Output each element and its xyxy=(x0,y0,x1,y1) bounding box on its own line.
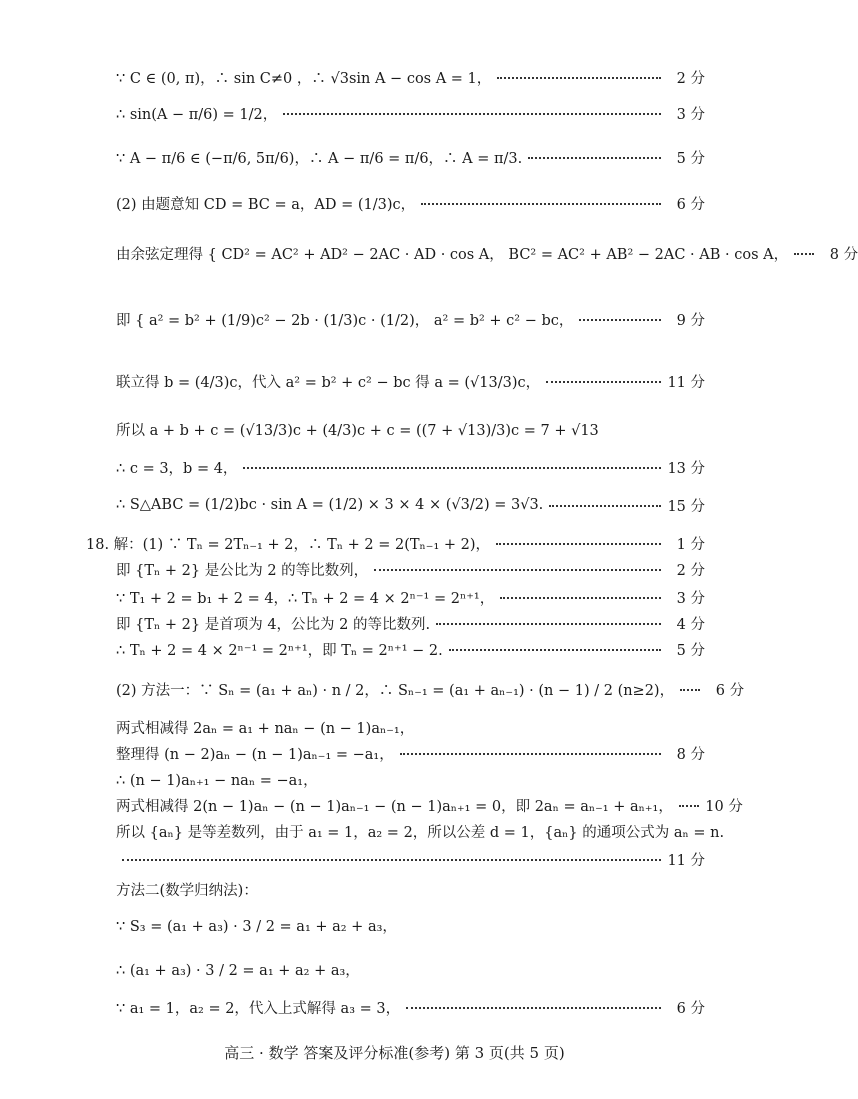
line-22 xyxy=(116,846,705,872)
line-16 xyxy=(116,672,745,706)
dotted-leader xyxy=(679,805,699,807)
dotted-leader xyxy=(283,113,661,115)
line-score: 6 分 xyxy=(676,196,705,213)
dotted-leader xyxy=(436,623,661,625)
line-text: (2) 由题意知 CD = BC = a，AD = (1/3)c， xyxy=(116,196,416,213)
line-text: ∴ S△ABC = (1/2)bc · sin A = (1/2) × 3 × 4 × (√3/2) = 3√3. xyxy=(116,497,544,513)
line-text: ∵ S₃ = (a₁ + a₃) · 3 / 2 = a₁ + a₂ + a₃， xyxy=(116,918,397,935)
line-text: 方法二(数学归纳法)： xyxy=(116,882,258,899)
dotted-leader xyxy=(400,753,661,755)
line-text: 两式相减得 2aₙ = a₁ + naₙ − (n − 1)aₙ₋₁， xyxy=(116,720,415,737)
line-24 xyxy=(116,908,705,942)
line-score: 6 分 xyxy=(676,1000,705,1017)
dotted-leader xyxy=(449,649,661,651)
line-score: 5 分 xyxy=(676,642,705,659)
line-score: 11 分 xyxy=(667,852,705,869)
line-1 xyxy=(116,60,705,94)
dotted-leader xyxy=(497,77,661,79)
line-score: 10 分 xyxy=(705,798,743,815)
dotted-leader xyxy=(243,467,661,469)
line-score: 1 分 xyxy=(676,536,705,553)
line-7 xyxy=(116,364,705,398)
dotted-leader xyxy=(794,253,814,255)
line-score: 11 分 xyxy=(667,374,705,391)
line-score: 3 分 xyxy=(676,106,705,123)
line-text: 整理得 (n − 2)aₙ − (n − 1)aₙ₋₁ = −a₁， xyxy=(116,746,394,763)
line-23 xyxy=(116,872,705,906)
line-text: 18. 解：(1) ∵ Tₙ = 2Tₙ₋₁ + 2，∴ Tₙ + 2 = 2(Tₙ₋₁ + 2)， xyxy=(86,536,491,553)
page-footer: 高三 · 数学 答案及评分标准(参考) 第 3 页(共 5 页) xyxy=(224,1044,565,1062)
line-score: 3 分 xyxy=(676,590,705,607)
dotted-leader xyxy=(406,1007,661,1009)
dotted-leader xyxy=(546,381,661,383)
dotted-leader xyxy=(374,569,661,571)
line-9 xyxy=(116,450,705,484)
line-score: 15 分 xyxy=(667,498,705,515)
line-8 xyxy=(116,412,705,446)
line-text: ∴ (a₁ + a₃) · 3 / 2 = a₁ + a₂ + a₃， xyxy=(116,962,360,979)
line-text: 联立得 b = (4/3)c，代入 a² = b² + c² − bc 得 a = (√13/3)c， xyxy=(116,374,541,391)
line-text: 两式相减得 2(n − 1)aₙ − (n − 1)aₙ₋₁ − (n − 1)aₙ₊₁ = 0，即 2aₙ = aₙ₋₁ + aₙ₊₁， xyxy=(116,798,673,815)
line-text: 所以 a + b + c = (√13/3)c + (4/3)c + c = ((7 + √13)/3)c = 7 + √13 xyxy=(116,422,599,439)
line-score: 2 分 xyxy=(676,70,705,87)
line-2 xyxy=(116,96,705,130)
line-score: 2 分 xyxy=(676,562,705,579)
line-text: 由余弦定理得 { CD² = AC² + AD² − 2AC · AD · cos A， BC² = AC² + AB² − 2AC · AB · cos A， xyxy=(116,246,789,263)
line-4 xyxy=(116,186,705,220)
line-score: 8 分 xyxy=(676,746,705,763)
dotted-leader xyxy=(680,689,700,691)
line-text: ∴ (n − 1)aₙ₊₁ − naₙ = −a₁， xyxy=(116,772,318,789)
dotted-leader xyxy=(579,319,661,321)
line-text: ∵ A − π/6 ∈ (−π/6, 5π/6)，∴ A − π/6 = π/6，∴ A = π/3. xyxy=(116,150,523,167)
line-text: (2) 方法一：∵ Sₙ = (a₁ + aₙ) · n / 2，∴ Sₙ₋₁ = (a₁ + aₙ₋₁) · (n − 1) / 2 (n≥2)， xyxy=(116,682,675,699)
line-text: ∴ c = 3，b = 4， xyxy=(116,460,238,477)
line-text: 即 { a² = b² + (1/9)c² − 2b · (1/3)c · (1/2)， a² = b² + c² − bc， xyxy=(116,312,574,329)
line-25 xyxy=(116,952,705,986)
line-text: ∵ C ∈ (0, π)，∴ sin C≠0 ，∴ √3sin A − cos A = 1， xyxy=(116,70,492,87)
line-score: 13 分 xyxy=(667,460,705,477)
line-score: 4 分 xyxy=(676,616,705,633)
line-text: 所以 {aₙ} 是等差数列，由于 a₁ = 1，a₂ = 2，所以公差 d = 1，{aₙ} 的通项公式为 aₙ = n. xyxy=(116,824,725,841)
line-text: ∵ T₁ + 2 = b₁ + 2 = 4，∴ Tₙ + 2 = 4 × 2ⁿ⁻¹ = 2ⁿ⁺¹， xyxy=(116,590,495,607)
dotted-leader xyxy=(528,157,661,159)
line-score: 5 分 xyxy=(676,150,705,167)
line-text: ∵ a₁ = 1，a₂ = 2，代入上式解得 a₃ = 3， xyxy=(116,1000,401,1017)
dotted-leader xyxy=(421,203,661,205)
line-text: 即 {Tₙ + 2} 是公比为 2 的等比数列， xyxy=(116,562,369,579)
line-3 xyxy=(116,140,705,174)
line-21 xyxy=(116,814,725,848)
line-score: 8 分 xyxy=(829,246,858,263)
dotted-leader xyxy=(122,859,661,861)
line-10 xyxy=(116,488,705,522)
dotted-leader xyxy=(500,597,661,599)
line-score: 6 分 xyxy=(715,682,745,699)
dotted-leader xyxy=(496,543,661,545)
line-15 xyxy=(116,632,705,666)
line-text: ∴ Tₙ + 2 = 4 × 2ⁿ⁻¹ = 2ⁿ⁺¹，即 Tₙ = 2ⁿ⁺¹ − 2. xyxy=(116,642,443,659)
line-text: ∴ sin(A − π/6) = 1/2， xyxy=(116,106,278,123)
dotted-leader xyxy=(549,505,661,507)
line-score: 9 分 xyxy=(676,312,705,329)
line-text: 即 {Tₙ + 2} 是首项为 4，公比为 2 的等比数列. xyxy=(116,616,431,633)
line-6 xyxy=(116,302,705,336)
line-5 xyxy=(116,236,858,270)
line-26 xyxy=(116,990,705,1024)
